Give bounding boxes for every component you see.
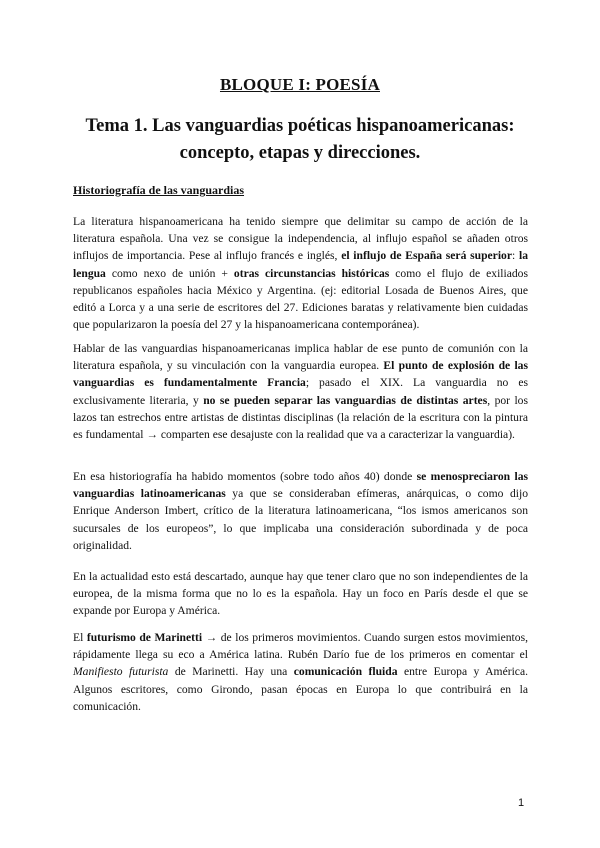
topic-title-line-1: Tema 1. Las vanguardias poéticas hispanoamericanas: — [85, 116, 515, 136]
p5-bold-2: comunicación fluida — [293, 665, 398, 679]
p2-bold-1: El punto de explosión de las vanguardias es fundamentalmente Francia — [73, 359, 528, 390]
p3-text-1: En esa historiografía ha habido momentos (sobre todo años 40) donde — [73, 470, 417, 483]
p5-text-3: de Marinetti. Hay una — [168, 665, 294, 679]
p1-text-1: La literatura hispanoamericana ha tenido siempre que delimitar su campo de acción de la literatura española. Una vez se consigue la independencia, al influjo español se añaden otros influjos de importancia. Pese al influjo francés e inglés, — [73, 215, 528, 263]
p5-italic-1: Manifiesto futurista — [73, 665, 169, 679]
p1-text-3: como nexo de unión + — [105, 266, 234, 280]
paragraph-2 — [73, 340, 528, 443]
p2-text-1: Hablar de las vanguardias hispanoamericanas implica hablar de ese punto de comunión con la literatura española, y su vinculación con la vanguardia europea. — [73, 342, 528, 373]
topic-title-line-2: concepto, etapas y direcciones. — [179, 143, 421, 163]
p1-bold-3: otras circunstancias históricas — [233, 266, 390, 280]
paragraph-3 — [73, 468, 528, 554]
p5-text-4: entre Europa y América. Algunos escritores, como Girondo, pasan épocas en Europa lo que contribuirá en la comunicación. — [73, 665, 528, 713]
paragraph-1 — [73, 213, 528, 333]
paragraph-5 — [73, 629, 528, 715]
p3-text-2: ya que se consideraban efímeras, anárquicas, o como dijo Enrique Anderson Imbert, crítico de la literatura latinoamericana, “los ismos americanos son sucursales de los europeos”, lo que implicaba una consideración subordinada y de poca originalidad. — [73, 487, 528, 552]
paragraph-4 — [73, 568, 528, 620]
block-title: BLOQUE I: POESÍA — [219, 75, 380, 94]
p1-text-4: como el flujo de exiliados republicanos españoles hacia México y Argentina. (ej: editorial Losada de Buenos Aires, que editó a Lorca y a una serie de escritores del 27. Ediciones baratas y relativamente bien cuidadas que popularizaron la poesía del 27 y la hispanoamericana contemporánea). — [73, 266, 528, 332]
p1-text-2: : — [511, 249, 519, 263]
p2-text-3: , por los lazos tan estrechos entre artistas de distintas disciplinas (la relación de la escritura con la pintura es fundamental → comparten ese desajuste con la realidad que va a caracterizar la vanguardia). — [73, 393, 528, 442]
p5-bold-1: futurismo de Marinetti — [86, 631, 203, 644]
p1-bold-1: el influjo de España será superior — [341, 249, 512, 263]
p2-bold-2: no se pueden separar las vanguardias de distintas artes — [203, 393, 488, 407]
p2-text-2: ; pasado el XIX. La vanguardia no es exclusivamente literaria, y — [73, 376, 528, 407]
page-number: 1 — [518, 797, 525, 809]
p5-text-1: El — [73, 631, 87, 644]
section-heading: Historiografía de las vanguardias — [73, 183, 245, 197]
p4-text-1: En la actualidad esto está descartado, aunque hay que tener claro que no son independientes de la europea, de la misma forma que no lo es la española. Hay un foco en París desde el que se expande por Europa y América. — [73, 570, 528, 618]
p5-text-2: → de los primeros movimientos. Cuando surgen estos movimientos, rápidamente llega su eco a América latina. Rubén Darío fue de los primeros en comentar el — [73, 631, 528, 662]
p1-bold-2: la lengua — [73, 249, 528, 280]
topic-title — [60, 113, 540, 167]
p3-bold-1: se menospreciaron las vanguardias latinoamericanas — [73, 470, 529, 501]
